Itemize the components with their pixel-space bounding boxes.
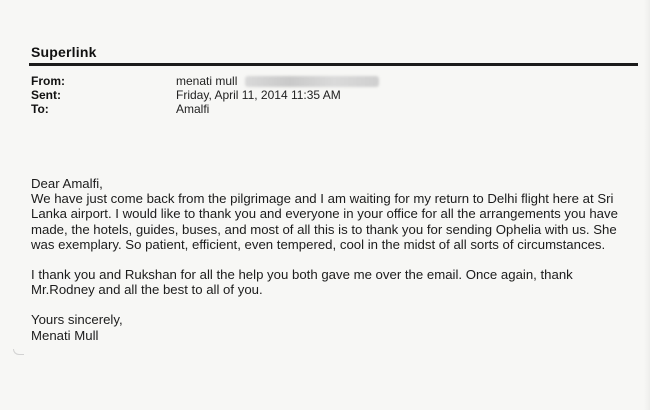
from-value: menati mull [176, 74, 238, 88]
letter-paragraph-2: I thank you and Rukshan for all the help you both gave me over the email. Once again, thank Mr.Rodney and all the best to all of you. [31, 267, 573, 298]
redacted-email [245, 76, 379, 87]
paragraph-spacer [31, 252, 631, 267]
sent-value: Friday, April 11, 2014 11:35 AM [176, 88, 341, 102]
letter-closing: Yours sincerely, [31, 312, 123, 328]
to-value: Amalfi [176, 102, 210, 116]
scan-mark [13, 349, 24, 355]
closing-spacer [31, 297, 631, 312]
header-divider [29, 63, 638, 66]
from-value-wrap [176, 74, 379, 88]
to-label: To: [31, 102, 49, 116]
header-title: Superlink [31, 44, 97, 60]
letter-signature: Menati Mull [31, 327, 99, 343]
from-label: From: [31, 74, 65, 88]
scan-edge-shadow [644, 0, 650, 410]
letter-paragraph-1: We have just come back from the pilgrimage and I am waiting for my return to Delhi flight here at Sri Lanka airport. I would like to thank you and everyone in your office for all the arrangements you have made, the hotels, guides, buses, and most of all this is to thank you for sending Ophelia with us. She was exemplary. So patient, efficient, even tempered, cool in the midst of all sorts of circumstances. [31, 191, 618, 252]
sent-label: Sent: [31, 88, 61, 102]
letter-greeting: Dear Amalfi, [31, 176, 103, 191]
letter-body [31, 176, 631, 343]
